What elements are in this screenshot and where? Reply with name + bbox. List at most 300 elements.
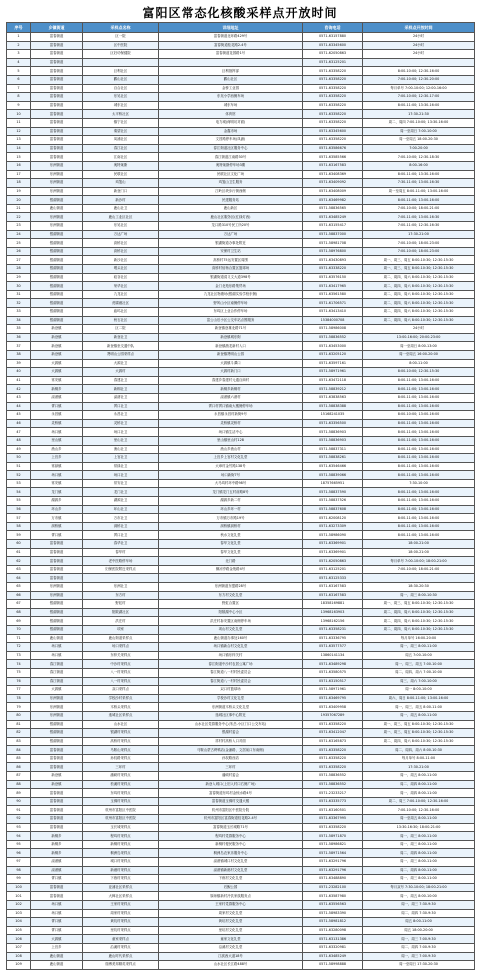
cell-site: 鹿山工业区社区 — [83, 213, 159, 222]
cell-site: 新桐社卫 — [83, 385, 159, 394]
cell-index: 106 — [7, 935, 31, 944]
cell-address: 下练村文化礼堂 — [159, 875, 303, 884]
cell-hours: 周一至周五 18:00-20:30 — [363, 136, 475, 145]
cell-hours: 周二、周四、周六 8:00-10:30; 12:30-15:30 — [363, 316, 475, 325]
cell-town: 银湖街道 — [31, 737, 83, 746]
cell-town: 渌渚镇 — [31, 393, 83, 402]
cell-index: 98 — [7, 866, 31, 875]
cell-phone: 0571-63125201 — [303, 565, 363, 574]
table-row — [7, 170, 475, 179]
cell-phone: 0571-63358220 — [303, 746, 363, 755]
cell-town: 里山镇 — [31, 436, 83, 445]
cell-phone: 0571-63131386 — [303, 935, 363, 944]
cell-address: 春华文化礼堂 — [159, 540, 303, 549]
table-row — [7, 772, 475, 781]
cell-hours — [363, 574, 475, 583]
table-row — [7, 385, 475, 394]
cell-address: 环山乡环一村 — [159, 505, 303, 514]
cell-index: 5 — [7, 67, 31, 76]
cell-site: 野虹村 — [83, 600, 159, 609]
cell-site: 八一村采样点 — [83, 668, 159, 677]
cell-phone: 0571-63358220 — [303, 763, 363, 772]
cell-site: 灵桥社卫 — [83, 419, 159, 428]
cell-town: 银湖街道 — [31, 299, 83, 308]
cell-hours: 周一、周五 8:00-10:00 — [363, 892, 475, 901]
cell-index: 18 — [7, 179, 31, 188]
cell-hours: 13:00-16:00; 20:00-23:00 — [363, 333, 475, 342]
cell-town: 银湖街道 — [31, 282, 83, 291]
cell-phone: 0571-58976800 — [303, 247, 363, 256]
cell-hours: 每月单号 8:00-11:00 — [363, 754, 475, 763]
cell-index: 76 — [7, 677, 31, 686]
cell-town: 银湖街道 — [31, 196, 83, 205]
cell-address: 渔山乡渔山村 — [159, 445, 303, 454]
cell-phone: 0571-63546466 — [303, 462, 363, 471]
cell-phone: 13860141134 — [303, 651, 363, 660]
cell-phone: 0571-58836552 — [303, 333, 363, 342]
cell-site: 荣华社区 — [83, 282, 159, 291]
cell-site: 区中医院 — [83, 41, 159, 50]
table-row — [7, 50, 475, 59]
cell-phone: 0571-63167583 — [303, 583, 363, 592]
cell-town: 常安镇 — [31, 479, 83, 488]
cell-hours: 7:00-10:00; 12:30-17:00 — [363, 93, 475, 102]
cell-index: 68 — [7, 608, 31, 617]
cell-site: 老中医路停车场 — [83, 557, 159, 566]
cell-site: 鹿山街道采样点 — [83, 634, 159, 643]
cell-site: 新港村采样点 — [83, 866, 159, 875]
cell-hours: 8:00-11:00 — [363, 359, 475, 368]
cell-address — [159, 58, 303, 67]
cell-town: 富春街道 — [31, 118, 83, 127]
table-row — [7, 961, 475, 970]
cell-index: 27 — [7, 256, 31, 265]
table-row — [7, 196, 475, 205]
cell-site: 秋石社区 — [83, 316, 159, 325]
cell-address — [159, 574, 303, 583]
cell-index: 74 — [7, 660, 31, 669]
cell-index: 75 — [7, 668, 31, 677]
cell-phone: 0571-58838388 — [303, 402, 363, 411]
cell-town: 东洲街道 — [31, 161, 83, 170]
table-row — [7, 583, 475, 592]
cell-hours: 17:30-21:30 — [363, 110, 475, 119]
cell-address: 永昌镇永昌村新街9号 — [159, 411, 303, 420]
cell-hours: 周一、周三、周五 8:00-11:00 — [363, 703, 475, 712]
cell-town: 环山乡 — [31, 505, 83, 514]
cell-site: 凤浦社区 — [83, 136, 159, 145]
cell-index: 3 — [7, 50, 31, 59]
cell-index: 54 — [7, 488, 31, 497]
cell-town: 鹿山街道 — [31, 952, 83, 961]
cell-phone: 0571-58837526 — [303, 497, 363, 506]
cell-phone: 0571-63345600 — [303, 41, 363, 50]
cell-phone: 0571-63358220 — [303, 93, 363, 102]
cell-index: 13 — [7, 136, 31, 145]
cell-index: 30 — [7, 282, 31, 291]
cell-site: 贤明山公园采样点 — [83, 350, 159, 359]
cell-address: 新登镇城东街 — [159, 333, 303, 342]
cell-address: 桐洲岛农家乐服务中心 — [159, 849, 303, 858]
table-row — [7, 247, 475, 256]
cell-index: 86 — [7, 763, 31, 772]
cell-hours: 周一至周五 8:00-11:00 — [363, 815, 475, 824]
cell-index: 45 — [7, 411, 31, 420]
cell-town: 万市镇 — [31, 514, 83, 523]
cell-address: 孙权路西店 — [159, 754, 303, 763]
cell-site: 高桥社区 — [83, 239, 159, 248]
cell-index: 16 — [7, 161, 31, 170]
cell-site: 场口社卫 — [83, 471, 159, 480]
cell-index: 39 — [7, 359, 31, 368]
cell-hours: 18:00-21:00 — [363, 540, 475, 549]
cell-site: 黄坑村采样点 — [83, 918, 159, 927]
cell-town: 富春街道 — [31, 892, 83, 901]
cell-hours: 周一、周五 8:00-11:00 — [363, 772, 475, 781]
cell-site: 新登门口 — [83, 187, 159, 196]
table-row — [7, 548, 475, 557]
table-row — [7, 617, 475, 626]
cell-hours: 周二、周四、周六 8:00-10:30; 12:30-15:30 — [363, 625, 475, 634]
cell-address: 山水社区长江路488号 — [159, 961, 303, 970]
cell-town: 东洲街道 — [31, 170, 83, 179]
cell-town: 银湖街道 — [31, 273, 83, 282]
cell-address: 东方村文化礼堂 — [159, 591, 303, 600]
cell-site: 环山社卫 — [83, 505, 159, 514]
table-row — [7, 531, 475, 540]
cell-phone: 0571-58836552 — [303, 772, 363, 781]
cell-town: 洞桥镇 — [31, 522, 83, 531]
cell-town: 富春街道 — [31, 746, 83, 755]
cell-phone: 15384000708 — [303, 316, 363, 325]
table-row — [7, 239, 475, 248]
cell-town: 银湖街道 — [31, 247, 83, 256]
cell-address: 春江街道社区服务中心 — [159, 144, 303, 153]
cell-town: 新登镇 — [31, 350, 83, 359]
cell-town: 富春街道 — [31, 110, 83, 119]
cell-town: 银湖街道 — [31, 625, 83, 634]
cell-phone: 0571-63280098 — [303, 926, 363, 935]
table-row — [7, 299, 475, 308]
cell-hours: 周二、周四、周六 8:00-10:30; 12:30-15:30 — [363, 299, 475, 308]
cell-address: 杭州市富阳区富春街道桂花路2-4号 — [159, 815, 303, 824]
cell-phone: 0571-63367995 — [303, 815, 363, 824]
cell-town: 富春街道 — [31, 50, 83, 59]
cell-town: 银湖街道 — [31, 600, 83, 609]
cell-hours: 7:00-11:00; 13:00-16:30 — [363, 213, 475, 222]
cell-phone: 0571-63273309 — [303, 522, 363, 531]
cell-hours: 8:00-11:00; 13:00-16:00 — [363, 445, 475, 454]
cell-town: 大源镇 — [31, 368, 83, 377]
cell-phone: 0571-63345600 — [303, 127, 363, 136]
cell-phone: 0571-63358220 — [303, 823, 363, 832]
cell-address: 大源镇斗潭口 — [159, 359, 303, 368]
cell-address: 新桐乡新桐村 — [159, 385, 303, 394]
cell-site: 松溪村采样点 — [83, 780, 159, 789]
table-row — [7, 909, 475, 918]
cell-town: 场口镇 — [31, 651, 83, 660]
cell-phone: 0571-63453000 — [303, 342, 363, 351]
cell-hours: 周二、周四 8:00-11:00 — [363, 780, 475, 789]
cell-town: 富春街道 — [31, 136, 83, 145]
cell-town: 富春街道 — [31, 754, 83, 763]
cell-site: 奥特莱斯 — [83, 161, 159, 170]
cell-phone: 0571-58986821 — [303, 840, 363, 849]
cell-phone: 0571-63489298 — [303, 660, 363, 669]
cell-index: 65 — [7, 583, 31, 592]
cell-town: 富春街道 — [31, 153, 83, 162]
cell-hours: 周一、周三、周五 8:00-10:30; 12:30-15:30 — [363, 256, 475, 265]
cell-index: 101 — [7, 892, 31, 901]
cell-hours: 7:30-11:00; 13:00-16:30 — [363, 179, 475, 188]
schedule-sheet — [6, 4, 474, 970]
cell-phone: 0571-62008120 — [303, 514, 363, 523]
cell-town: 渔山乡 — [31, 445, 83, 454]
cell-hours: 8:00-11:00; 13:00-16:00 — [363, 393, 475, 402]
cell-site: 里坑村采样点 — [83, 926, 159, 935]
cell-town: 富春街道 — [31, 763, 83, 772]
cell-address: 巨利指挥部 — [159, 67, 303, 76]
cell-phone: 0571-63358220 — [303, 101, 363, 110]
cell-index: 29 — [7, 273, 31, 282]
cell-index: 32 — [7, 299, 31, 308]
cell-phone: 0571-58836903 — [303, 428, 363, 437]
cell-site: 硅谷社区 — [83, 273, 159, 282]
table-row — [7, 308, 475, 317]
cell-site: 潘硕村采样点 — [83, 772, 159, 781]
cell-town: 新桐乡 — [31, 385, 83, 394]
cell-address: 富春街道桂花路2-4号 — [159, 41, 303, 50]
table-row — [7, 230, 475, 239]
cell-town: 胥口镇 — [31, 402, 83, 411]
cell-town: 渌渚镇 — [31, 858, 83, 867]
cell-hours: 8:00-11:00; 13:00-16:00 — [363, 462, 475, 471]
cell-phone: 0571-63358220 — [303, 110, 363, 119]
table-body — [7, 33, 475, 970]
cell-site: 鹿山时代采样点 — [83, 952, 159, 961]
table-row — [7, 213, 475, 222]
cell-town: 东洲街道 — [31, 179, 83, 188]
cell-address: 银湖村委会 — [159, 729, 303, 738]
cell-hours: 8:00-11:00; 13:00-16:00 — [363, 505, 475, 514]
cell-phone: 0571-58971961 — [303, 686, 363, 695]
cell-phone: 0571-63358220 — [303, 118, 363, 127]
cell-address: 场口镇新合村文化礼堂 — [159, 643, 303, 652]
cell-index: 95 — [7, 840, 31, 849]
cell-town: 富春街道 — [31, 806, 83, 815]
cell-address: 王家村党群服务中心 — [159, 900, 303, 909]
cell-hours: 每月单号 7:00-10:00; 18:00-21:00 — [363, 557, 475, 566]
cell-site: 大源村 — [83, 368, 159, 377]
cell-phone: 0571-58971961 — [303, 368, 363, 377]
cell-address: 湖源乡新二村 — [159, 497, 303, 506]
cell-index: 15 — [7, 153, 31, 162]
cell-site: 学校沙村采样点 — [83, 694, 159, 703]
cell-phone: 0571-63165873 — [303, 737, 363, 746]
cell-town: 银湖街道 — [31, 256, 83, 265]
cell-town: 东洲街道 — [31, 694, 83, 703]
cell-site: 木桥头采样点 — [83, 703, 159, 712]
cell-address: 渌渚镇六渚村 — [159, 393, 303, 402]
table-row — [7, 866, 475, 875]
cell-index: 83 — [7, 737, 31, 746]
cell-site: 东方村 — [83, 591, 159, 600]
table-row — [7, 161, 475, 170]
table-row — [7, 875, 475, 884]
cell-index: 17 — [7, 170, 31, 179]
table-row — [7, 780, 475, 789]
cell-site: 胥口社卫 — [83, 531, 159, 540]
cell-phone: 0571-58837311 — [303, 445, 363, 454]
cell-town: 富春街道 — [31, 823, 83, 832]
cell-phone: 0571-58837000 — [303, 230, 363, 239]
cell-phone: 0571-63488890 — [303, 875, 363, 884]
cell-site: 鸡笼山 — [83, 179, 159, 188]
cell-index: 19 — [7, 187, 31, 196]
cell-town: 富春街道 — [31, 101, 83, 110]
cell-town: 富春街道 — [31, 797, 83, 806]
cell-address: 富公山后小区公交车站点围服务 — [159, 316, 303, 325]
table-row — [7, 711, 475, 720]
table-row — [7, 488, 475, 497]
cell-index: 7 — [7, 84, 31, 93]
cell-phone: 0571-58986008 — [303, 325, 363, 334]
table-row — [7, 462, 475, 471]
cell-site: 万达广场 — [83, 230, 159, 239]
cell-address: 富春街道花园路1号 — [159, 50, 303, 59]
cell-address: 春江街道八一村村民委员会 — [159, 677, 303, 686]
table-row — [7, 926, 475, 935]
cell-phone: 0571-63838563 — [303, 393, 363, 402]
table-row — [7, 428, 475, 437]
cell-hours: 7:00-10:00; 18:00-23:00 — [363, 247, 475, 256]
cell-town: 银湖街道 — [31, 308, 83, 317]
cell-town: 场口镇 — [31, 909, 83, 918]
cell-town: 富春街道 — [31, 540, 83, 549]
table-row — [7, 600, 475, 609]
cell-address: 渌渚镇城口村文化礼堂 — [159, 858, 303, 867]
cell-index: 40 — [7, 368, 31, 377]
cell-address: 富春街道东坞村金惊水路4号 — [159, 789, 303, 798]
cell-hours: 8:00-10:00; 13:00-16:00 — [363, 411, 475, 420]
cell-site: 鹿山社卫 — [83, 204, 159, 213]
cell-address: 山水社区党群服务中心(朱岳-小区门口公交车站) — [159, 720, 303, 729]
cell-address: 杭州市富阳区中医院分院 — [159, 806, 303, 815]
cell-address: 文昌路停车场(凤浦) — [159, 136, 303, 145]
cell-address: 民建服务站 — [159, 196, 303, 205]
cell-hours: 周二、周四、周六 8:00-10:30; 12:30-15:30 — [363, 608, 475, 617]
cell-hours: 8:00-11:00; 13:00-16:00 — [363, 196, 475, 205]
cell-hours: 8:00-11:00; 13:30-16:00 — [363, 170, 475, 179]
cell-phone: 0571-63408009 — [303, 187, 363, 196]
cell-phone: 0571-63356500 — [303, 419, 363, 428]
cell-phone: 0571-63469795 — [303, 694, 363, 703]
cell-hours: 周一、周三 8:00-11:00 — [363, 643, 475, 652]
table-row — [7, 411, 475, 420]
cell-town: 常绿镇 — [31, 462, 83, 471]
cell-phone: 0571-63291796 — [303, 858, 363, 867]
cell-hours: 周二、周四 8:00-11:00 — [363, 849, 475, 858]
cell-site: 杭州市富阳区中医院 — [83, 815, 159, 824]
cell-site: 东梓关采样点 — [83, 651, 159, 660]
cell-site: 春华村 — [83, 548, 159, 557]
cell-town: 银湖街道 — [31, 316, 83, 325]
table-row — [7, 376, 475, 385]
cell-site: 区妇幼保健院 — [83, 50, 159, 59]
cell-index: 56 — [7, 505, 31, 514]
cell-address: 江岭区块步行街西侧 — [159, 187, 303, 196]
cell-phone: 19357067289 — [303, 711, 363, 720]
cell-index: 108 — [7, 952, 31, 961]
cell-hours: 周一、周三、周五 8:00-10:30; 12:30-15:30 — [363, 720, 475, 729]
cell-hours: 周一、周五 8:00-11:00 — [363, 711, 475, 720]
cell-phone: 0571-63335773 — [303, 797, 363, 806]
cell-phone: 0571-58836552 — [303, 780, 363, 789]
cell-phone: 0571-63205120 — [303, 350, 363, 359]
cell-site: 城东社区 — [83, 101, 159, 110]
cell-index: 88 — [7, 780, 31, 789]
cell-index: 55 — [7, 497, 31, 506]
cell-site: 民联社区 — [83, 170, 159, 179]
cell-site: 沿溪村采样点 — [83, 943, 159, 952]
table-row — [7, 33, 475, 42]
table-row — [7, 840, 475, 849]
cell-index: 52 — [7, 471, 31, 480]
cell-address: 鹳山社区 — [159, 75, 303, 84]
cell-phone: 0571-63358220 — [303, 84, 363, 93]
cell-town: 富春街道 — [31, 33, 83, 42]
table-row — [7, 75, 475, 84]
cell-phone: 0571-63167583 — [303, 591, 363, 600]
cell-phone: 0571-63561580 — [303, 290, 363, 299]
cell-town: 场口镇 — [31, 643, 83, 652]
cell-phone: 0571-58981708 — [303, 239, 363, 248]
cell-site: 阳陂湖社区 — [83, 608, 159, 617]
cell-town: 新桐乡 — [31, 832, 83, 841]
col-header-site: 采样点名称 — [83, 23, 159, 33]
cell-town: 胥口镇 — [31, 875, 83, 884]
cell-town: 银湖街道 — [31, 608, 83, 617]
cell-index: 87 — [7, 772, 31, 781]
cell-address: 北门路 — [159, 557, 303, 566]
cell-site: 银湖村采样点 — [83, 729, 159, 738]
table-row — [7, 883, 475, 892]
cell-hours: 8:00-11:00; 13:00-16:00 — [363, 522, 475, 531]
cell-town: 东洲街道 — [31, 222, 83, 231]
table-row — [7, 952, 475, 961]
cell-phone: 0571-63320981 — [303, 943, 363, 952]
cell-hours: 周二、周四、周六 8:00-10:30; 12:30-15:30 — [363, 308, 475, 317]
table-row — [7, 625, 475, 634]
cell-hours: 周一、周四 8:00-11:00 — [363, 789, 475, 798]
cell-address: 后鲵公园 — [159, 883, 303, 892]
cell-index: 58 — [7, 522, 31, 531]
cell-address: 富春街道玉长城路71号 — [159, 823, 303, 832]
cell-address: 安保村卫生站 — [159, 247, 303, 256]
table-row — [7, 41, 475, 50]
cell-hours: 8:00-11:00; 13:30-16:00 — [363, 101, 475, 110]
cell-site: 湖源社卫 — [83, 497, 159, 506]
cell-address: 鹿山社区服务区(红绿灯西) — [159, 213, 303, 222]
cell-phone: 0571-63417965 — [303, 282, 363, 291]
cell-phone: 0571-63430893 — [303, 256, 363, 265]
cell-hours: 周一、周三 7:00-9:30 — [363, 935, 475, 944]
cell-hours: 周五 7:00-10:00 — [363, 651, 475, 660]
cell-index: 92 — [7, 815, 31, 824]
cell-site: 庙坞社区 — [83, 308, 159, 317]
cell-phone: 0571-58836903 — [303, 436, 363, 445]
cell-index: 4 — [7, 58, 31, 67]
